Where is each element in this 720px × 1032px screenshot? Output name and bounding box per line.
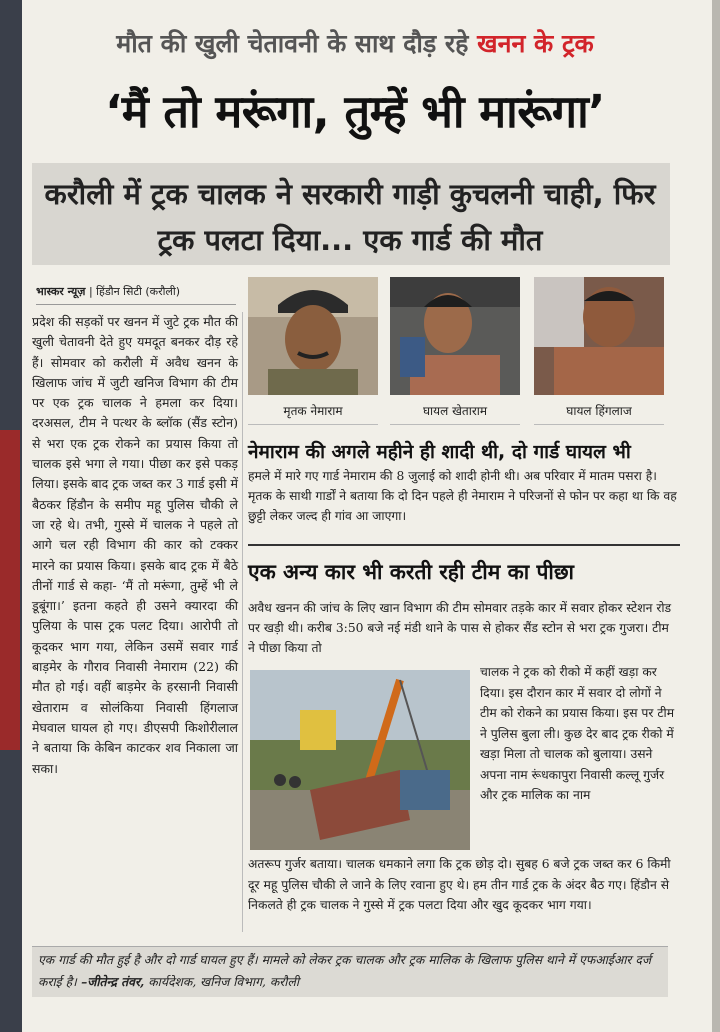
section-text-continued: चालक ने ट्रक को रीको में कहीं खड़ा कर दिया। इस दौरान कार में सवार दो लोगों ने टीम को रोकने का प्रयास किया। इस पर टीम ने पुलिस बुला ली। कुछ देर बाद ट्रक रीको में खड़ा मिला तो चालक को बुलाया। उसने अपना नाम रूंधकापुरा निवासी कल्लू गुर्जर और ट्रक मालिक का नाम [480, 665, 675, 802]
byline-source: भास्कर न्यूज़ [36, 285, 86, 298]
section-rule [248, 544, 680, 546]
byline [36, 284, 236, 299]
section-heading: नेमाराम की अगले महीने ही शादी थी, दो गार्ड घायल भी [248, 441, 631, 463]
main-body-text: प्रदेश की सड़कों पर खनन में जुटे ट्रक मौत की खुली चेतावनी देते हुए यमदूत बनकर दौड़ रहे हैं। सोमवार को करौली में अवैध खनन के खिलाफ जांच में जुटी खनिज विभाग की टीम पर एक ट्रक चालक ने हमला कर दिया। दरअसल, टीम ने पत्थर के ब्लॉक (सैंड स्टोन) से भरा एक ट्रक रोकने का प्रयास किया तो चालक इसे भगा ले गया। पीछा कर इसे पकड़ लिया। इसके बाद ट्रक जब्त कर 3 गार्ड इसी में बैठकर हिंडौन के समीप महू पुलिस चौकी ले जा रहे थे। तभी, गुस्से में चालक ने पहले तो आगे चल रही विभाग की कार को टक्कर मारने का प्रयास किया। इसके बाद ट्रक में बैठे तीनों गार्ड से कहा- ‘मैं तो मरूंगा, तुम्हें भी ले डूबूंगा।’ इतना कहते ही उसने क्यारदा की पुलिया के पास ट्रक पलट दिया। आरोपी तो कूदकर भाग गया, लेकिन उसमें सवार गार्ड बाड़मेर के गौराव निवासी नेमाराम (22) की मौत हो गई। वहीं बाड़मेर के हरसानी निवासी खेताराम व सोलंकिया निवासी हिंगलाज मेघवाल घायल हो गए। डीएसपी किशोरीलाल ने बताया कि केबिन काटकर शव निकाला जा सका। [32, 314, 238, 776]
official-quote [38, 950, 658, 993]
quote-role: कार्यदेशक, खनिज विभाग, करौली [144, 975, 300, 989]
photo-khetaram [390, 277, 520, 395]
kicker-line [30, 26, 680, 60]
section-text: हमले में मारे गए गार्ड नेमाराम की 8 जुलाई को शादी होनी थी। अब परिवार में मातम पसरा है। मृतक के साथी गार्डों ने बताया कि दो दिन पहले ही नेमाराम ने परिजनों से फोन पर कहा था कि वह छुट्टी लेकर जल्द ही गांव आ जाएगा। [248, 469, 677, 523]
photo-caption: घायल हिंगलाज [534, 398, 664, 425]
kicker-text: मौत की खुली चेतावनी के साथ दौड़ रहे [116, 29, 478, 58]
kicker-highlight: खनन के ट्रक [477, 29, 594, 58]
photo-caption: मृतक नेमाराम [248, 398, 378, 425]
subheadline: करौली में ट्रक चालक ने सरकारी गाड़ी कुचलनी चाही, फिर ट्रक पलटा दिया... एक गार्ड की मौत [44, 177, 656, 257]
adjacent-page-edge [0, 0, 22, 1032]
section-heading: एक अन्य कार भी करती रही टीम का पीछा [248, 560, 574, 584]
section-text: अवैध खनन की जांच के लिए खान विभाग की टीम सोमवार तड़के कार में सवार होकर स्टेशन रोड पर खड़ी थी। करीब 3:50 बजे नई मंडी थाने के पास से होकर सैंड स्टोन से भरा ट्रक गुजरा। टीम ने पीछा किया तो [248, 601, 672, 655]
newspaper-article [22, 0, 712, 1032]
byline-location: | हिंडौन सिटी (करौली) [88, 285, 181, 298]
quote-text: एक गार्ड की मौत हुई है और दो गार्ड घायल हुए हैं। मामले को लेकर ट्रक चालक और ट्रक मालिक के खिलाफ पुलिस थाने में एफआईआर दर्ज कराई है। [38, 953, 651, 989]
column-divider [242, 312, 243, 932]
photo-nemaram [248, 277, 378, 395]
quote-attribution: –जीतेन्द्र तंवर, [76, 974, 145, 989]
byline-divider [36, 304, 236, 305]
next-article-fragment [36, 1018, 676, 1032]
main-headline: ‘मैं तो मरूंगा, तुम्हें भी मारूंगा’ [105, 85, 605, 138]
section-text-bottom: अतरूप गुर्जर बताया। चालक धमकाने लगा कि ट्रक छोड़ दो। सुबह 6 बजे ट्रक जब्त कर 6 किमी दूर महू पुलिस चौकी ले जाने के लिए रवाना हुए थे। हम तीन गार्ड ट्रक के अंदर बैठ गए। हिंडौन से निकलते ही ट्रक चालक ने गुस्से में ट्रक पलटा दिया और खुद कूदकर भाग गया। [248, 857, 671, 912]
photo-caption: घायल खेताराम [390, 398, 520, 425]
photo-hinglaj [534, 277, 664, 395]
accident-photo [250, 670, 470, 850]
